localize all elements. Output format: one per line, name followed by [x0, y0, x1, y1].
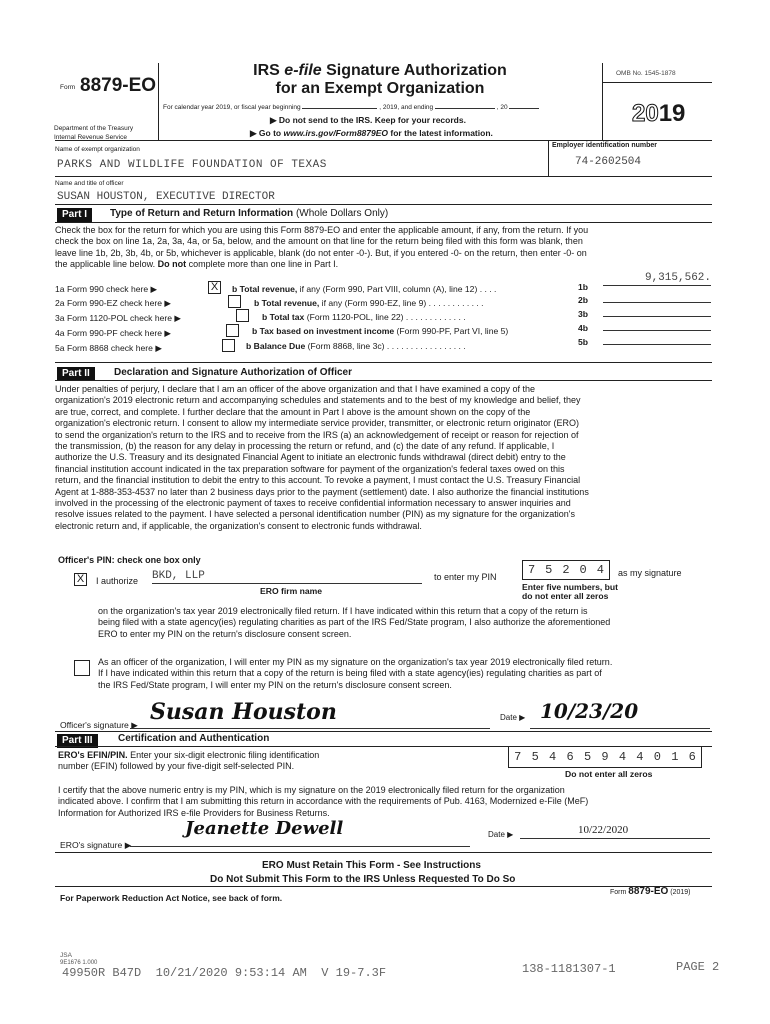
efin-digit: 4 — [549, 750, 557, 764]
row-5a-checkbox[interactable] — [222, 339, 235, 352]
certification-line: indicated above. I confirm that I am submitting this return in accordance with the requirements of Pub. 4163, Modernized e-File (MeF) — [58, 796, 589, 807]
certification-line: Information for Authorized IRS e-file Providers for Business Returns. — [58, 807, 330, 818]
efin-digit: 5 — [583, 750, 592, 764]
efin-note: Do not enter all zeros — [565, 769, 653, 779]
pin-digit: 5 — [545, 563, 553, 577]
form-prefix: Form — [60, 84, 76, 91]
instruction-2-post: for the latest information. — [388, 128, 493, 138]
jsa-code: 9E1676 1.000 — [60, 960, 98, 966]
intro-last-bold: Do not — [157, 259, 187, 270]
calendar-pre: For calendar year 2019, or fiscal year beginning — [163, 104, 301, 111]
intro-line: check the box on line 1a, 2a, 3a, 4a, or 5a, below, and the amount on that line for the return being filed with this form was blank, then — [55, 236, 583, 247]
pin-digit: 2 — [562, 563, 570, 577]
officer-signature-label: Officer's signature ▶ — [60, 720, 138, 730]
ero-firm-name-field[interactable]: BKD, LLP — [152, 570, 422, 584]
part-1-title-text: Type of Return and Return Information — [110, 208, 294, 219]
instruction-2-url: www.irs.gov/Form8879EO — [283, 128, 389, 138]
do-not-submit-notice: Do Not Submit This Form to the IRS Unless Requested To Do So — [210, 874, 516, 885]
row-1b-line: 1b — [578, 282, 589, 292]
part-3-title: Certification and Authentication — [118, 733, 270, 744]
officer-date-label: Date ▶ — [500, 713, 526, 722]
efin-bold: ERO's EFIN/PIN. — [58, 750, 128, 760]
authorize-label: I authorize — [96, 576, 139, 586]
efin-instruction — [58, 750, 498, 773]
option-1-line: on the organization's tax year 2019 electronically filed return. If I have indicated within this return that a copy of the return is — [98, 606, 588, 616]
latest-info-instruction: ▶ Go to www.irs.gov/Form8879EO for the latest information. — [250, 128, 493, 138]
year-outline: 20 — [632, 100, 659, 127]
option-2-line: As an officer of the organization, I will enter my PIN as my signature on the organization's tax year 2019 electronically filed return. — [98, 657, 613, 667]
declaration-line: Under penalties of perjury, I declare that I am an officer of the above organization and that I have examined a copy of the — [55, 384, 535, 394]
row-2b-line: 2b — [578, 295, 589, 305]
row-4a-label: 4a Form 990-PF check here ▶ — [55, 328, 171, 338]
option-1-continuation — [98, 606, 718, 640]
row-3b-line: 3b — [578, 309, 589, 319]
intro-last-post: complete more than one line in Part I. — [186, 259, 339, 270]
efin-digit: 5 — [531, 750, 539, 764]
tax-year — [632, 100, 685, 128]
ero-firm-label: ERO firm name — [260, 586, 323, 596]
declaration-line: are true, correct, and complete. I further declare that the amount in Part I above is the amount shown on the copy of the — [55, 406, 531, 417]
row-1b-label: b Total revenue, if any (Form 990, Part VIII, column (A), line 12) . . . . — [232, 284, 497, 294]
efin-digit: 7 — [514, 750, 522, 764]
calendar-end: , 20 — [496, 104, 508, 111]
efin-digit: 4 — [636, 750, 644, 764]
form-title-block — [54, 70, 158, 141]
ero-retain-notice: ERO Must Retain This Form - See Instructions — [262, 860, 481, 871]
option-2-text — [98, 657, 718, 691]
pin-digit: 0 — [579, 563, 587, 577]
row-2b-label: b Total revenue, if any (Form 990-EZ, line 9) . . . . . . . . . . . . — [254, 298, 484, 308]
instruction-1-text: Do not send to the IRS. Keep for your records. — [278, 115, 466, 125]
certification-line: I certify that the above numeric entry is my PIN, which is my signature on the 2019 electronically filed return for the organization — [58, 785, 565, 795]
declaration-line: the transmission, (b) the reason for any delay in processing the return or refund, and (c) the date of any refund. If applicable, I — [55, 441, 555, 452]
row-4a-checkbox[interactable] — [226, 324, 239, 337]
efin-line-2: number (EFIN) followed by your five-digit self-selected PIN. — [58, 761, 295, 772]
officer-field[interactable]: SUSAN HOUSTON, EXECUTIVE DIRECTOR — [57, 191, 275, 203]
pin-heading: Officer's PIN: check one box only — [58, 555, 201, 565]
ero-date-label: Date ▶ — [488, 830, 514, 839]
part-1-title — [110, 208, 388, 219]
intro-line: leave line 1b, 2b, 3b, 4b, or 5b, whichever is applicable, blank (do not enter -0-). But, if you entered -0- on the return, then enter -0- on — [55, 247, 587, 258]
title-pre: IRS — [253, 62, 285, 79]
row-3b-label: b Total tax (Form 1120-POL, line 22) . . . . . . . . . . . . . — [262, 312, 466, 322]
declaration-line: electronic return and, if applicable, the organization's consent to electronic funds withdrawal. — [55, 520, 422, 531]
jsa-label: JSA — [60, 952, 72, 959]
part-1-intro — [55, 225, 715, 271]
efin-line-1: Enter your six-digit electronic filing identification — [127, 750, 320, 760]
part-2-declaration — [55, 384, 715, 532]
pin-digit: 4 — [596, 563, 604, 577]
ein-label: Employer identification number — [552, 142, 658, 149]
ero-efin-pin-field[interactable] — [508, 746, 702, 768]
officer-pin-field[interactable] — [522, 560, 610, 580]
department-name: Department of the Treasury — [54, 125, 134, 132]
row-4b-label: b Tax based on investment income (Form 990-PF, Part VI, line 5) — [252, 326, 509, 336]
batch-stamp: 49950R B47D 10/21/2020 9:53:14 AM V 19-7.3F — [62, 966, 387, 980]
ero-signature: Jeanette Dewell — [185, 818, 344, 839]
intro-last-pre: the applicable line below. — [55, 259, 158, 270]
row-5b-label: b Balance Due (Form 8868, line 3c) . . . . . . . . . . . . . . . . . — [246, 341, 466, 351]
pin-note-2: do not enter all zeros — [522, 591, 609, 601]
efin-digit: 6 — [566, 750, 574, 764]
row-5a-label: 5a Form 8868 check here ▶ — [55, 343, 162, 353]
pin-digit: 7 — [527, 563, 536, 577]
omb-number: OMB No. 1545-1878 — [616, 70, 676, 77]
title-line-2: for an Exempt Organization — [275, 80, 485, 97]
form-ref-year: (2019) — [668, 889, 691, 896]
row-4b-amount[interactable] — [603, 319, 711, 331]
as-signature-label: as my signature — [618, 568, 682, 578]
ero-certification — [58, 785, 718, 819]
row-2b-amount[interactable] — [603, 291, 711, 303]
officer-label: Name and title of officer — [55, 180, 124, 187]
part-2-title: Declaration and Signature Authorization of Officer — [114, 367, 352, 378]
do-not-send-instruction: ▶ Do not send to the IRS. Keep for your records. — [270, 115, 466, 125]
enter-pin-label: to enter my PIN — [434, 572, 497, 582]
form-ref-pre: Form — [610, 889, 629, 896]
service-name: Internal Revenue Service — [54, 134, 127, 141]
pin-note-1: Enter five numbers, but — [522, 582, 618, 592]
efin-digit: 0 — [653, 750, 661, 764]
reference-number: 138-1181307-1 — [522, 962, 616, 976]
option-2-line: the IRS Fed/State program, I will enter my PIN on the return's disclosure consent screen. — [98, 679, 452, 690]
row-3b-amount[interactable] — [603, 305, 711, 317]
row-2a-checkbox[interactable] — [228, 295, 241, 308]
declaration-line: authorize the U.S. Treasury and its designated Financial Agent to initiate an electronic funds withdrawal (direct debit) entry to the — [55, 452, 566, 463]
row-1a-label: 1a Form 990 check here ▶ — [55, 284, 158, 294]
page-number: PAGE 2 — [676, 960, 720, 974]
declaration-line: organization's electronic return. I consent to allow my intermediate service provider, transmitter, or electronic return originator (ERO) — [55, 418, 579, 429]
declaration-line: Agent at 1-888-353-4537 no later than 2 business days prior to the payment (settlement) date. I also authorize the financial institutions — [55, 486, 589, 497]
option-1-line: being filed with a state agency(ies) regulating charities as part of the IRS Fed/State program, I also authorize the aforementioned — [98, 617, 611, 628]
instruction-2-pre: Go to — [258, 128, 284, 138]
officer-date: 10/23/20 — [540, 699, 639, 723]
ein-field[interactable]: 74-2602504 — [575, 156, 642, 168]
title-efile: e-file — [284, 62, 322, 79]
declaration-line: resolve issues related to the payment. I have selected a personal identification number (PIN) as my signature for the organization's — [55, 509, 575, 520]
row-2a-label: 2a Form 990-EZ check here ▶ — [55, 298, 171, 308]
row-3a-checkbox[interactable] — [236, 309, 249, 322]
officer-signature: Susan Houston — [150, 699, 337, 725]
declaration-line: financial institution account indicated in the tax preparation software for payment of the organization's federal taxes owed on this — [55, 463, 565, 474]
org-name-field[interactable]: PARKS AND WILDLIFE FOUNDATION OF TEXAS — [57, 159, 327, 171]
intro-line: Check the box for the return for which you are using this Form 8879-EO and enter the applicable amount, if any, from the return. If you — [55, 225, 589, 235]
authorize-ero-checkbox[interactable]: X — [74, 573, 87, 586]
title-post: Signature Authorization — [321, 62, 507, 79]
form-reference — [610, 886, 691, 897]
declaration-line: organization's 2019 electronic return and accompanying schedules and statements and to the best of my knowledge and belief, they — [55, 395, 581, 406]
efin-digit: 6 — [688, 750, 696, 764]
form-number: 8879-EO — [80, 75, 157, 96]
calendar-year-line — [163, 104, 603, 111]
part-3-label: Part III — [57, 734, 98, 748]
declaration-line: to send the organization's return to the IRS and to receive from the IRS (a) an acknowledgement of receipt or reason for rejection of — [55, 429, 579, 440]
efin-digit: 4 — [618, 750, 627, 764]
efin-digit: 1 — [671, 750, 679, 764]
officer-enters-pin-checkbox[interactable] — [74, 660, 90, 676]
declaration-line: involved in the processing of the electronic payment of taxes to receive confidential information necessary to answer inquiries and — [55, 498, 571, 509]
ero-date: 10/22/2020 — [578, 824, 629, 836]
option-1-line: ERO to enter my PIN on the return's disclosure consent screen. — [98, 628, 352, 639]
row-1b-amount[interactable]: 9,315,562. — [603, 272, 711, 286]
efin-digit: 9 — [601, 750, 609, 764]
year-bold: 19 — [658, 100, 686, 127]
ero-signature-label: ERO's signature ▶ — [60, 840, 132, 850]
declaration-line: return, and the financial institution to debit the entry to this account. To revoke a payment, I must contact the U.S. Treasury Financial — [55, 475, 581, 486]
form-ref-num: 8879-EO — [628, 886, 669, 897]
row-4b-line: 4b — [578, 323, 589, 333]
option-2-line: If I have indicated within this return that a copy of the return is being filed with a state agency(ies) regulating charities as part of — [98, 668, 602, 679]
org-name-label: Name of exempt organization — [55, 146, 140, 153]
row-5b-amount[interactable] — [603, 333, 711, 345]
form-main-title — [160, 62, 600, 98]
row-5b-line: 5b — [578, 337, 589, 347]
calendar-mid: , 2019, and ending — [379, 104, 434, 111]
part-2-label: Part II — [57, 367, 95, 381]
row-1a-checkbox[interactable]: X — [208, 281, 221, 294]
part-1-title-note: (Whole Dollars Only) — [295, 208, 389, 219]
part-1-label: Part I — [57, 208, 92, 222]
row-3a-label: 3a Form 1120-POL check here ▶ — [55, 313, 182, 323]
paperwork-notice: For Paperwork Reduction Act Notice, see back of form. — [60, 893, 283, 903]
